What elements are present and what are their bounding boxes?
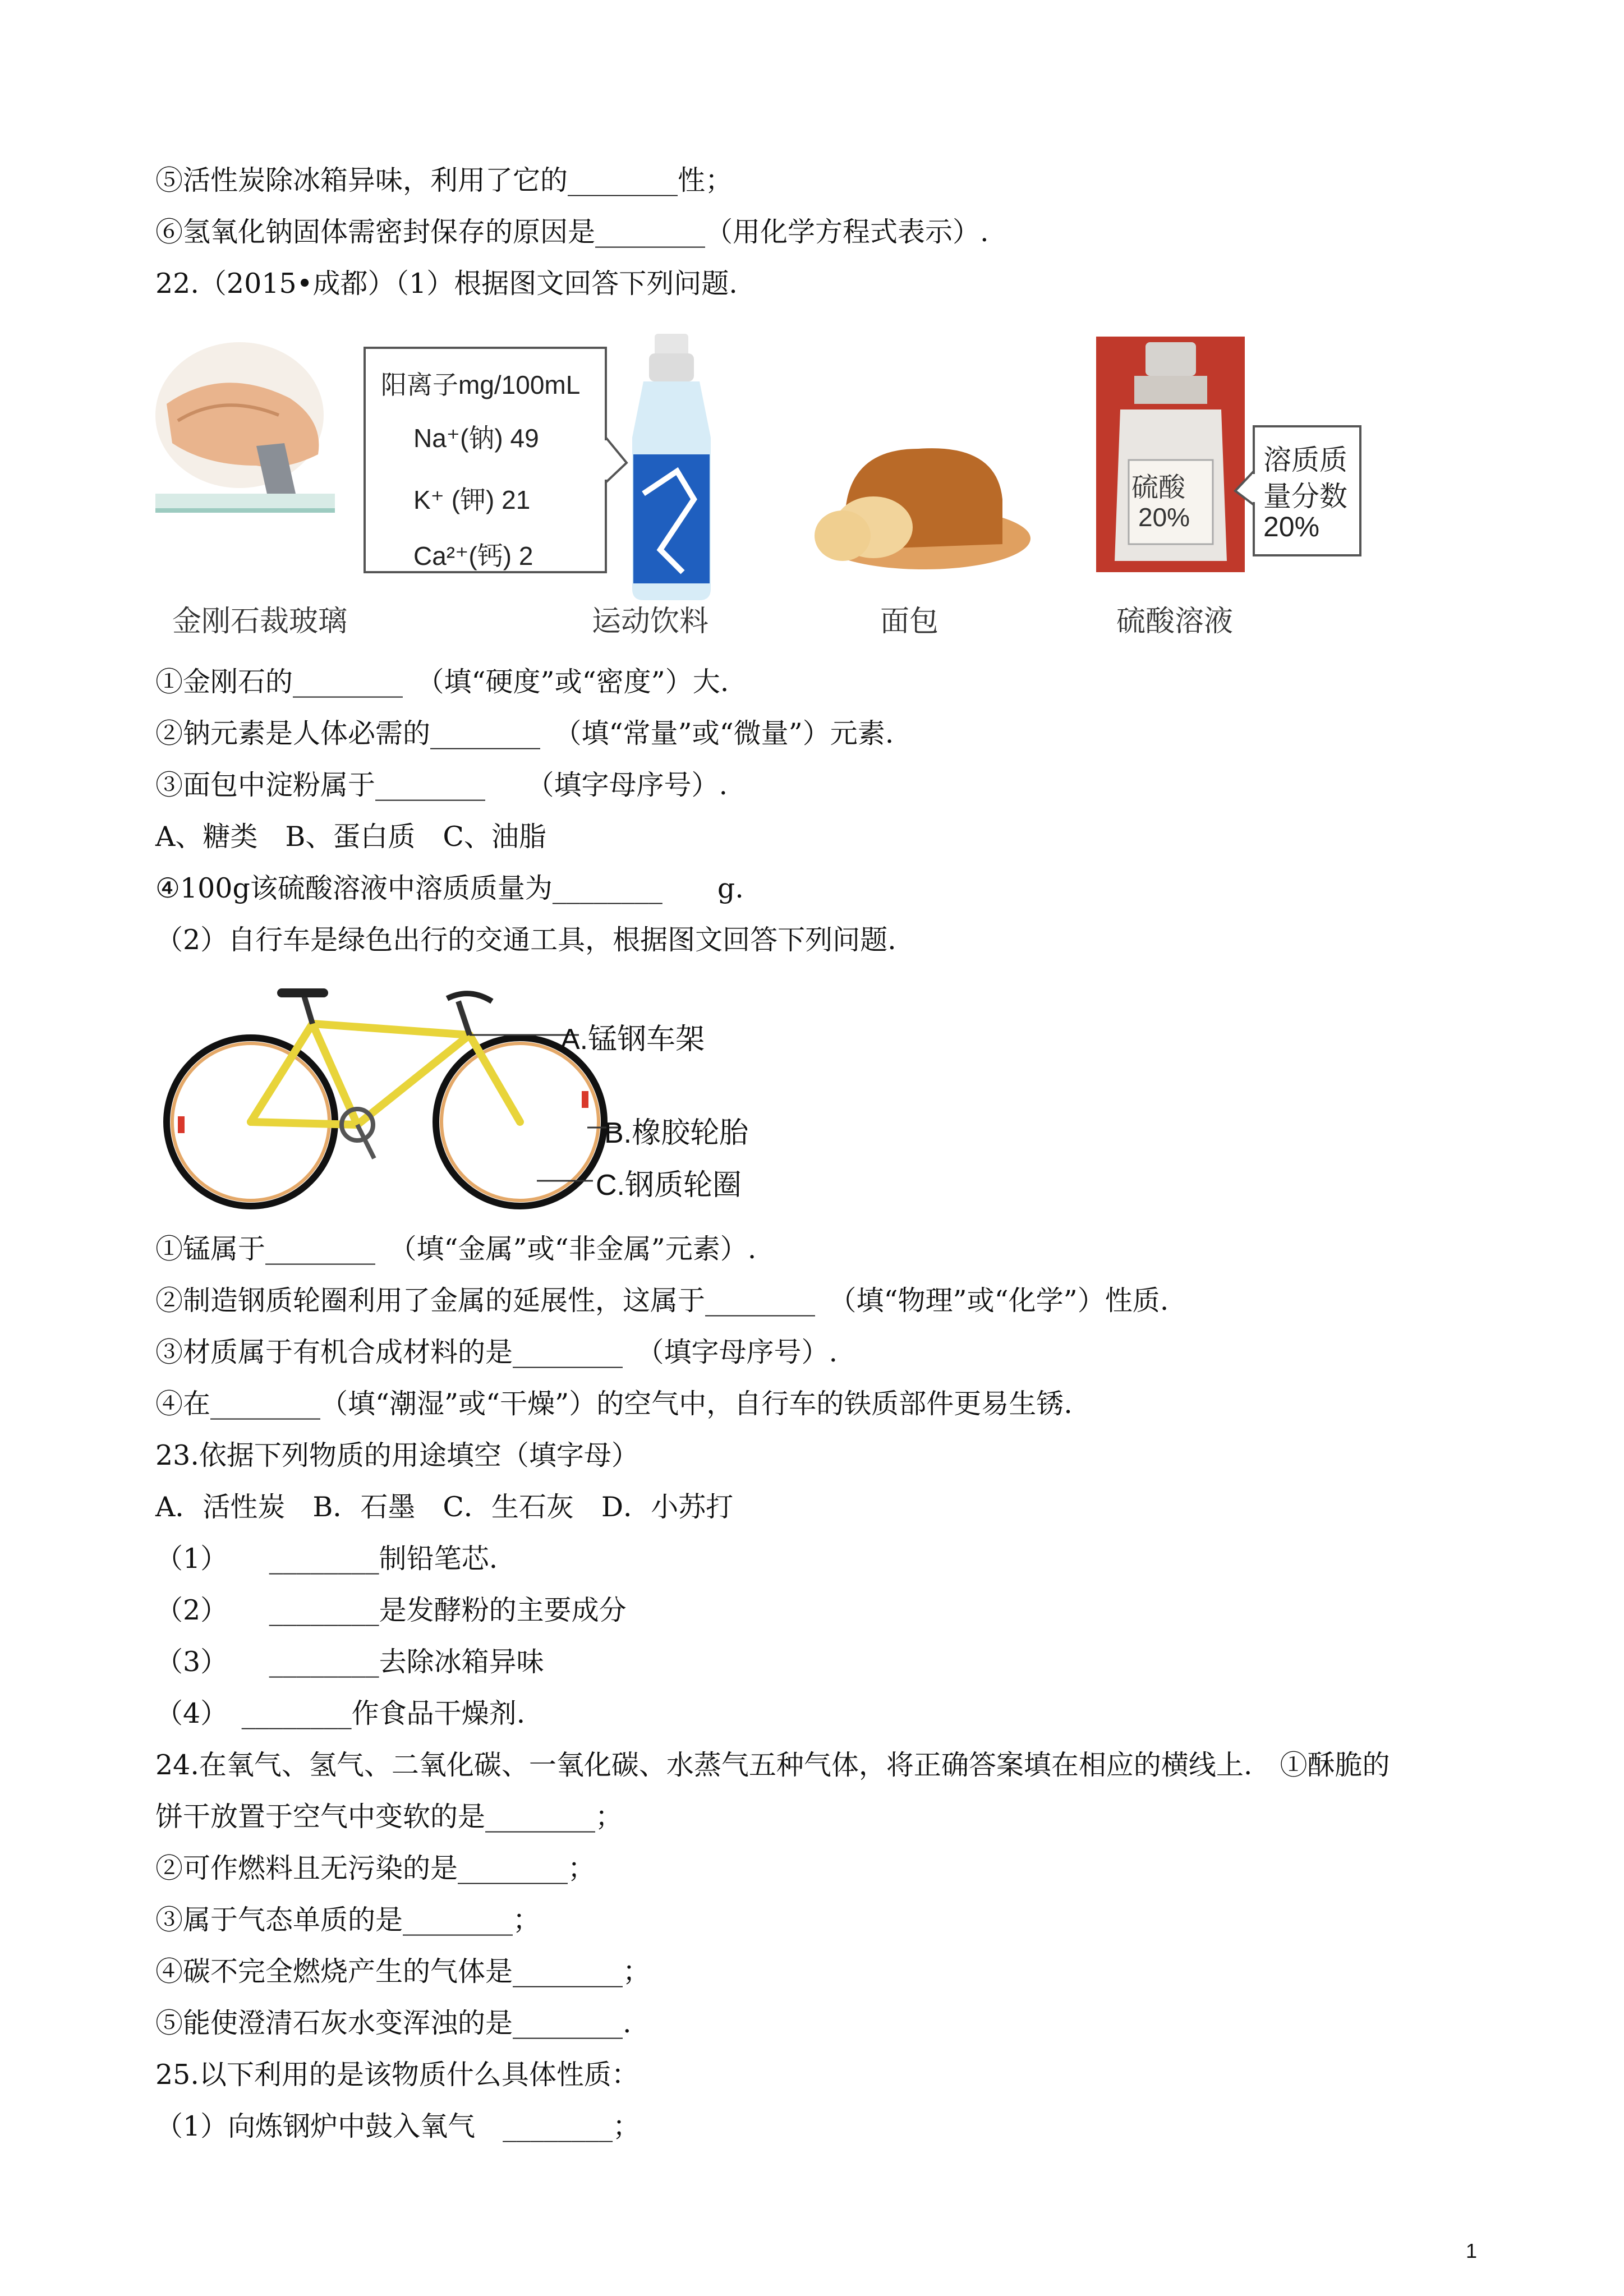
text-line: ③面包中淀粉属于________ （填字母序号）.	[155, 769, 728, 801]
bottle-label-acid: 硫酸	[1131, 473, 1186, 503]
callout-line-1: 溶质质	[1263, 444, 1347, 476]
bike-label-tire: B.橡胶轮胎	[604, 1117, 749, 1149]
diamond-cutting-glass-image	[155, 325, 341, 567]
text-line: 饼干放置于空气中变软的是________；	[155, 1801, 623, 1833]
text-line: （1） ________制铅笔芯.	[155, 1543, 498, 1575]
question-23-heading: 23.依据下列物质的用途填空（填字母）	[155, 1439, 639, 1471]
bike-label-rim: C.钢质轮圈	[596, 1169, 742, 1202]
ion-row-potassium: K⁺ (钾) 21	[413, 485, 531, 514]
caption-sports-drink: 运动饮料	[592, 605, 709, 638]
bike-label-frame: A.锰钢车架	[560, 1023, 705, 1056]
callout-line-3: 20%	[1263, 511, 1320, 542]
ion-row-calcium: Ca²⁺(钙) 2	[413, 541, 533, 570]
text-line: ④碳不完全燃烧产生的气体是________；	[155, 1955, 651, 1987]
text-line: ⑤活性炭除冰箱异味，利用了它的________性；	[155, 164, 733, 196]
question-24-heading: 24.在氧气、氢气、二氧化碳、一氧化碳、水蒸气五种气体，将正确答案填在相应的横线上. ①酥脆的	[155, 1749, 1390, 1781]
bottle-label-percent: 20%	[1138, 503, 1190, 532]
caption-diamond: 金刚石裁玻璃	[172, 605, 348, 638]
ion-table-title: 阳离子mg/100mL	[381, 370, 581, 399]
figure-uses-of-substances	[155, 325, 1367, 639]
text-line: ⑥氢氧化钠固体需密封保存的原因是________（用化学方程式表示）.	[155, 216, 989, 248]
text-line: （4） ________作食品干燥剂.	[155, 1697, 526, 1729]
text-line: ④100g该硫酸溶液中溶质质量为________ g.	[155, 872, 744, 904]
page-number: 1	[1465, 2239, 1477, 2262]
figure-bicycle	[155, 973, 761, 1212]
text-line: ⑤能使澄清石灰水变浑浊的是________.	[155, 2007, 632, 2039]
text-line: （3） ________去除冰箱异味	[155, 1646, 544, 1678]
text-line: ④在________（填“潮湿”或“干燥”）的空气中，自行车的铁质部件更易生锈.	[155, 1388, 1073, 1420]
text-line: （1）向炼钢炉中鼓入氧气 ________；	[155, 2110, 641, 2142]
text-line: A、糖类 B、蛋白质 C、油脂	[155, 821, 546, 853]
sports-drink-bottle-image	[632, 334, 711, 600]
text-line: ②可作燃料且无污染的是________；	[155, 1852, 596, 1884]
caption-sulfuric-acid: 硫酸溶液	[1116, 605, 1234, 638]
text-line: A．活性炭 B．石墨 C．生石灰 D．小苏打	[155, 1491, 734, 1523]
sulfuric-acid-bottle-image	[1096, 337, 1245, 572]
text-line: （2）自行车是绿色出行的交通工具，根据图文回答下列问题.	[155, 924, 896, 956]
text-line: ①金刚石的________ （填“硬度”或“密度”）大.	[155, 666, 729, 698]
text-line: ①锰属于________ （填“金属”或“非金属”元素）.	[155, 1233, 757, 1265]
text-line: ②制造钢质轮圈利用了金属的延展性，这属于________ （填“物理”或“化学”）性质.	[155, 1285, 1169, 1317]
text-line: ③属于气态单质的是________；	[155, 1904, 541, 1936]
caption-bread: 面包	[880, 605, 939, 638]
callout-line-2: 量分数	[1263, 481, 1347, 512]
text-line: （2） ________是发酵粉的主要成分	[155, 1594, 627, 1626]
question-25-heading: 25.以下利用的是该物质什么具体性质：	[155, 2059, 639, 2091]
ion-row-sodium: Na⁺(钠) 49	[413, 424, 539, 453]
bread-image	[815, 448, 1030, 569]
question-22-heading: 22.（2015•成都）（1）根据图文回答下列问题.	[155, 268, 738, 300]
text-line: ②钠元素是人体必需的________ （填“常量”或“微量”）元素.	[155, 717, 894, 749]
text-line: ③材质属于有机合成材料的是________ （填字母序号）.	[155, 1336, 838, 1368]
